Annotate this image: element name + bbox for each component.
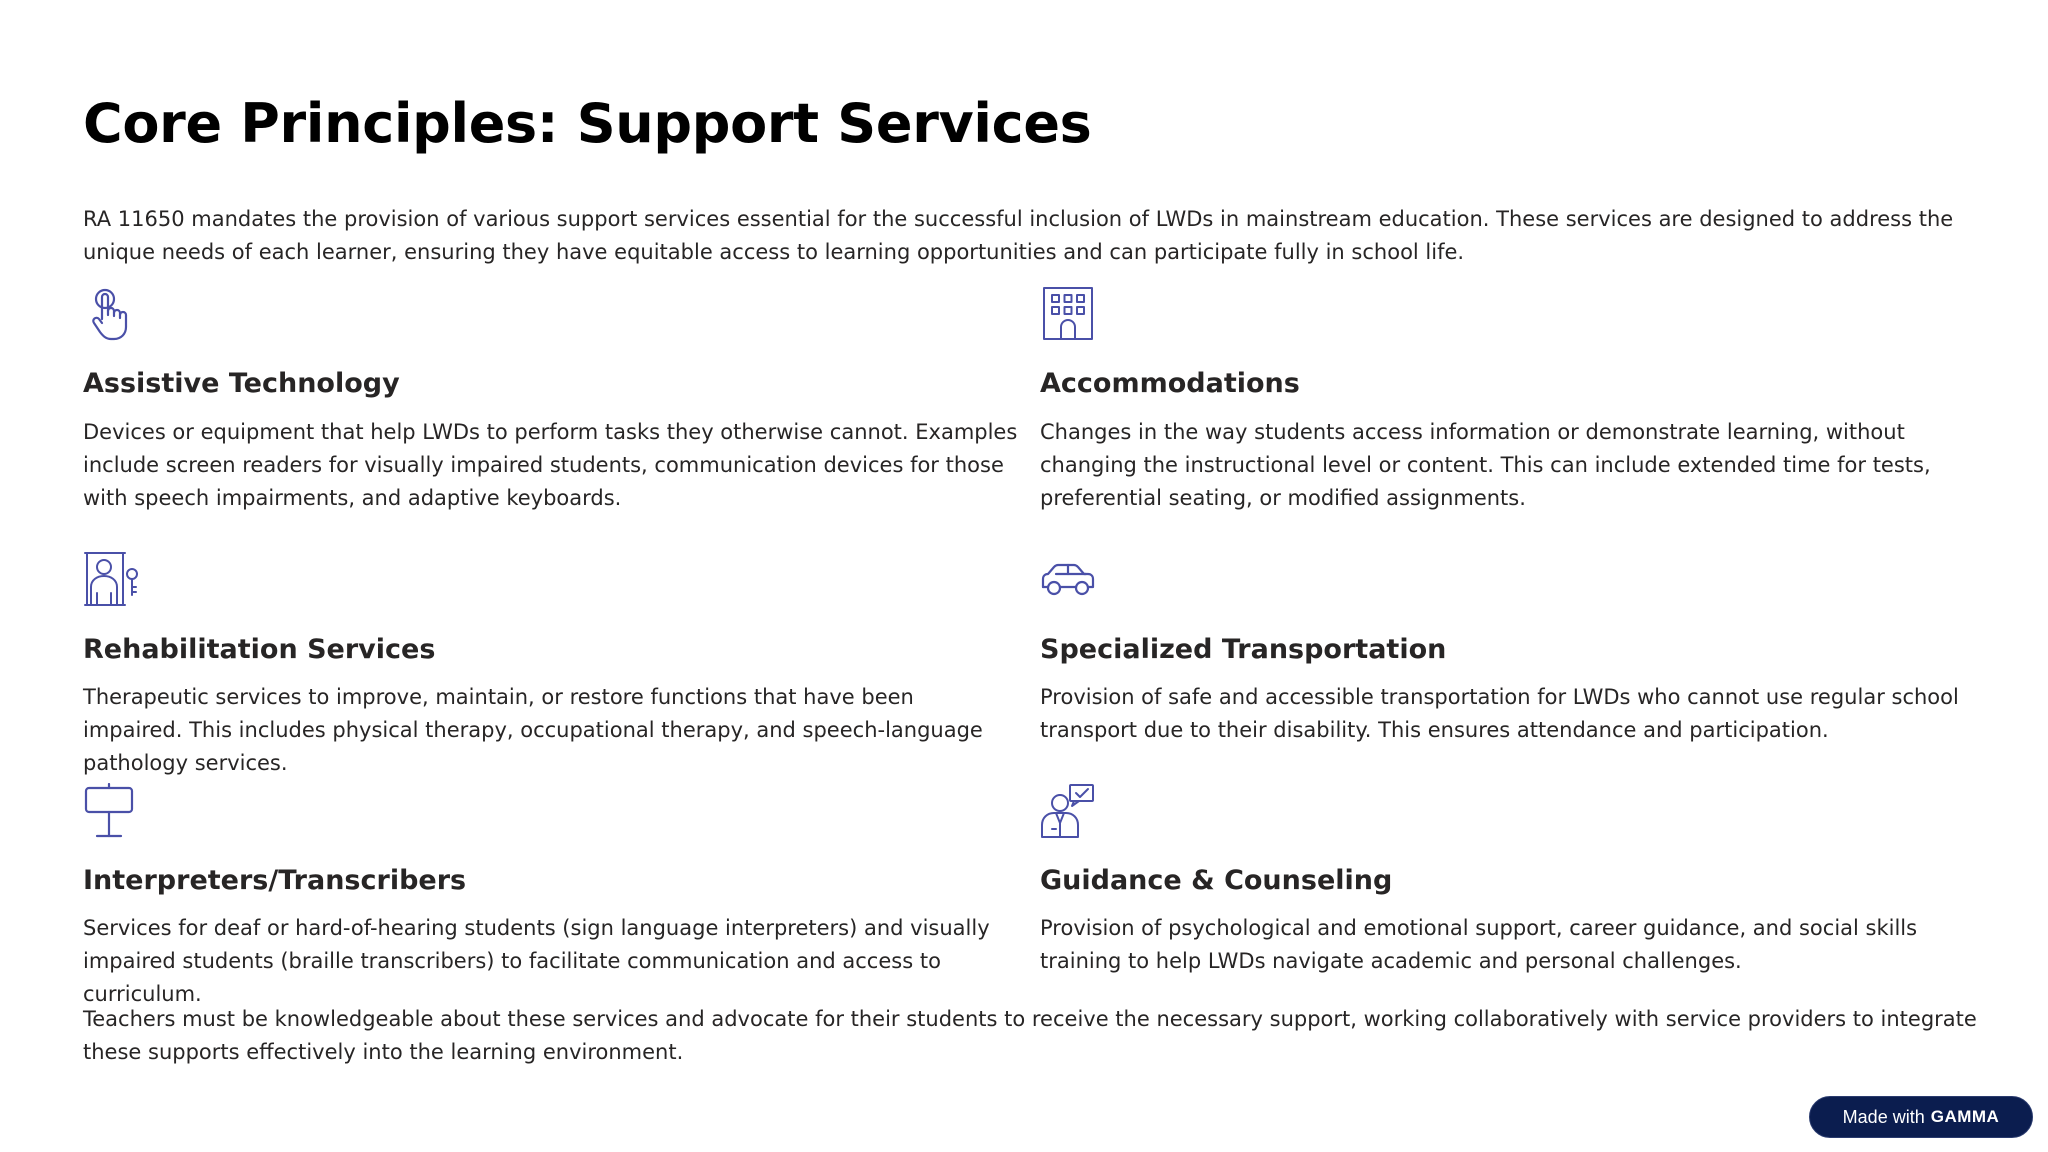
card-heading: Assistive Technology (83, 368, 400, 399)
counselor-icon (1040, 783, 1096, 839)
intro-paragraph: RA 11650 mandates the provision of various support services essential for the successful inclusion of LWDs in mainstream education. These services are designed to address the unique needs of each learner, ensuring they have equitable access to learning opportunities and can participate fully in school life. (83, 207, 1954, 264)
signboard-icon (83, 783, 139, 839)
card-body: Therapeutic services to improve, maintain, or restore functions that have been impaired. This includes physical therapy, occupational therapy, and speech-language pathology services. (83, 685, 983, 775)
card-accommodations (1040, 285, 1975, 510)
card-assistive-technology (83, 285, 1018, 510)
hand-pointer-icon (83, 285, 139, 341)
card-body: Provision of psychological and emotional support, career guidance, and social skills training to help LWDs navigate academic and personal challenges. (1040, 916, 1918, 973)
gamma-logo: GAMMA (1930, 1107, 2000, 1126)
card-body: Services for deaf or hard-of-hearing students (sign language interpreters) and visually impaired students (braille transcribers) to facilitate communication and access to curriculum. (83, 916, 990, 1006)
card-heading: Rehabilitation Services (83, 634, 436, 665)
badge-label: Made with (1842, 1106, 1925, 1127)
card-heading: Specialized Transportation (1040, 634, 1447, 665)
page-title: Core Principles: Support Services (83, 92, 1092, 155)
card-heading: Guidance & Counseling (1040, 865, 1393, 896)
car-icon (1040, 551, 1096, 607)
card-heading: Accommodations (1040, 368, 1300, 399)
building-icon (1040, 285, 1096, 341)
made-with-gamma-badge[interactable] (1809, 1096, 2033, 1138)
person-key-icon (83, 551, 139, 607)
card-heading: Interpreters/Transcribers (83, 865, 467, 896)
card-specialized-transportation (1040, 551, 1975, 742)
outro-paragraph: Teachers must be knowledgeable about these services and advocate for their students to receive the necessary support, working collaboratively with service providers to integrate these supports effectively into the learning environment. (83, 1007, 1977, 1064)
card-body: Devices or equipment that help LWDs to perform tasks they otherwise cannot. Examples include screen readers for visually impaired students, communication devices for those with speech impairments, and adaptive keyboards. (83, 420, 1018, 510)
card-body: Changes in the way students access information or demonstrate learning, without changing the instructional level or content. This can include extended time for tests, preferential seating, or modified assignments. (1040, 420, 1931, 510)
card-rehabilitation-services (83, 551, 1018, 775)
card-guidance-counseling (1040, 783, 1975, 973)
card-interpreters-transcribers (83, 783, 1018, 1006)
card-body: Provision of safe and accessible transportation for LWDs who cannot use regular school transport due to their disability. This ensures attendance and participation. (1040, 685, 1959, 742)
